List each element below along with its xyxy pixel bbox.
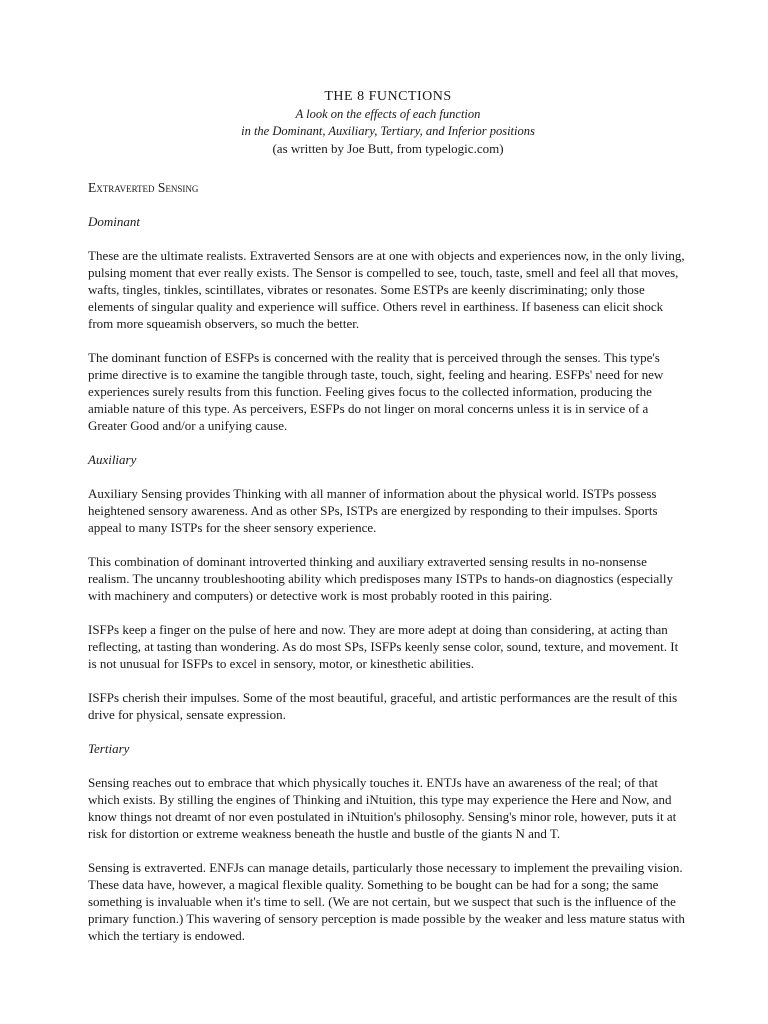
paragraph-tertiary-2: Sensing is extraverted. ENFJs can manage details, particularly those necessary to implement the prevailing vision. These data have, however, a magical flexible quality. Something to be bought can be had for a song; the same something is invaluable when it's time to sell. (We are not certain, but we suspect that such is the influence of the primary function.) This wavering of sensory perception is made possible by the weaker and less mature status with which the tertiary is endowed. xyxy=(88,860,685,943)
heading-auxiliary: Auxiliary xyxy=(88,452,137,467)
paragraph-auxiliary-1: Auxiliary Sensing provides Thinking with all manner of information about the physical world. ISTPs possess heightened sensory awareness. And as other SPs, ISTPs are energized by responding to their impulses. Sports appeal to many ISTPs for the sheer sensory experience. xyxy=(88,486,658,535)
document-header xyxy=(88,88,688,157)
document-subtitle-line-1: A look on the effects of each function xyxy=(295,107,481,121)
document-title: THE 8 FUNCTIONS xyxy=(324,89,452,104)
section-title-extraverted-sensing: Extraverted Sensing xyxy=(88,180,199,195)
paragraph-dominant-2: The dominant function of ESFPs is concerned with the reality that is perceived through the senses. This type's prime directive is to examine the tangible through taste, touch, sight, feeling and hearing. ESFPs' need for new experiences surely results from this function. Feeling gives focus to the collected information, producing the amiable nature of this type. As perceivers, ESFPs do not linger on moral concerns unless it is in service of a Greater Good and/or a unifying cause. xyxy=(88,350,664,433)
paragraph-dominant-1: These are the ultimate realists. Extraverted Sensors are at one with objects and experiences now, in the only living, pulsing moment that ever really exists. The Sensor is compelled to see, touch, taste, smell and feel all that moves, wafts, tingles, tinkles, scintillates, vibrates or resonates. Some ESTPs are keenly discriminating; only those elements of singular quality and experience will suffice. Others revel in earthiness. If baseness can elicit shock from more squeamish observers, so much the better. xyxy=(88,248,685,331)
document-credit: (as written by Joe Butt, from typelogic.com) xyxy=(272,141,504,156)
paragraph-auxiliary-3: ISFPs keep a finger on the pulse of here and now. They are more adept at doing than considering, at acting than reflecting, at tasting than wondering. As do most SPs, ISFPs keenly sense color, sound, texture, and movement. It is not unusual for ISFPs to excel in sensory, motor, or kinesthetic abilities. xyxy=(88,622,679,671)
paragraph-tertiary-1: Sensing reaches out to embrace that which physically touches it. ENTJs have an awareness of the real; of that which exists. By stilling the engines of Thinking and iNtuition, this type may experience the Here and Now, and know things not dreamt of nor even postulated in iNtuition's philosophy. Sensing's minor role, however, puts it at risk for distortion or extreme weakness beneath the hustle and bustle of the giants N and T. xyxy=(88,775,677,841)
heading-tertiary: Tertiary xyxy=(88,741,130,756)
document-page xyxy=(88,88,688,961)
heading-dominant: Dominant xyxy=(88,214,140,229)
paragraph-auxiliary-4: ISFPs cherish their impulses. Some of the most beautiful, graceful, and artistic performances are the result of this drive for physical, sensate expression. xyxy=(88,690,678,722)
document-subtitle-line-2: in the Dominant, Auxiliary, Tertiary, and Inferior positions xyxy=(241,124,535,138)
paragraph-auxiliary-2: This combination of dominant introverted thinking and auxiliary extraverted sensing results in no-nonsense realism. The uncanny troubleshooting ability which predisposes many ISTPs to hands-on diagnostics (especially with machinery and computers) or detective work is most probably rooted in this pairing. xyxy=(88,554,674,603)
